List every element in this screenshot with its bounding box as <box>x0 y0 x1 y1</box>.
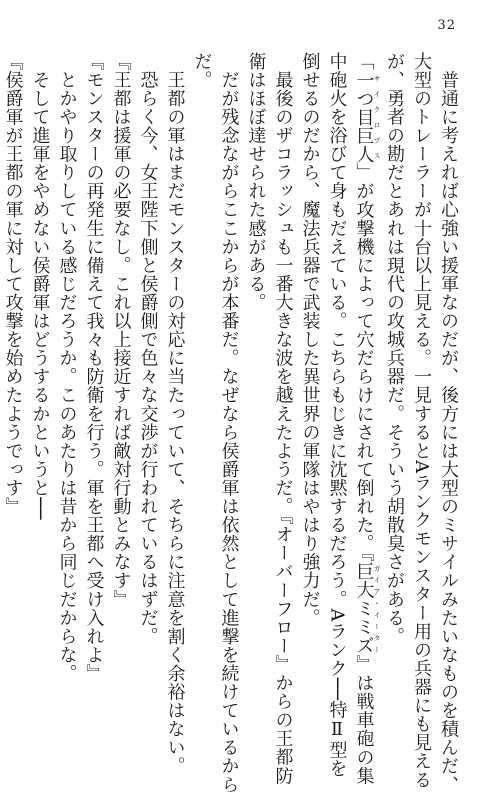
text-line: 普通に考えれば心強い援軍なのだが、後方には大型のミサイルみたいなものを積んだ、 <box>438 52 459 794</box>
text-line: 『王都は援軍の必要なし。これ以上接近すれば敵対行動とみなす』 <box>110 52 132 609</box>
text-line: 『侯爵軍が王都の軍に対して攻撃を始めたようでっす』 <box>2 52 24 516</box>
text-line: 『モンスターの再発生に備えて我々も防衛を行う。軍を王都へ受け入れよ』 <box>83 52 105 683</box>
text-line: だが残念ながらここからが本番だ。なぜなら侯爵軍は依然として進撃を続けているから <box>218 52 240 794</box>
ruby-annotation: 一つ目巨人サイクロプス <box>353 70 381 164</box>
text-line: とかやり取りしている感じだろうか。このあたりは昔から同じだからな。 <box>56 52 78 683</box>
page-number: 32 <box>437 18 456 33</box>
ruby-annotation: 巨大ミミズガイア・イーター <box>353 562 381 656</box>
text-line: 倒せるのだから、魔法兵器で武装した異世界の軍隊はやはり強力だ。 <box>299 52 321 628</box>
text-line: 「一つ目巨人サイクロプス」が攻撃機によって穴だらけにされて倒れた。『巨大ミミズガイア・イーター』は戦車砲の集 <box>353 52 381 786</box>
text-line: だ。 <box>191 52 213 90</box>
text-line: 中砲火を浴びて身もだえている。こちらもじきに沈黙するだろう。Aランク──特Ⅱ型を <box>326 52 348 778</box>
text-line: そして進軍をやめない侯爵軍はどうするかというと── <box>29 52 51 520</box>
body-text <box>2 52 462 794</box>
text-line: 最後のザコラッシュも一番大きな波を越えたようだ。『オーバーフロー』からの王都防 <box>272 52 294 785</box>
text-line: が、勇者の勘だとあれは現代の攻城兵器だ。そういう胡散臭さがある。 <box>384 52 405 646</box>
text-line: 大型のトレーラーが十台以上見える。一見するとAランクモンスター用の兵器にも見える <box>411 52 432 789</box>
text-line: 王都の軍はまだモンスターの対応に当たっていて、そちらに注意を割く余裕はない。 <box>164 52 186 776</box>
text-line: 恐らく今、女王陛下側と侯爵側で色々な交渉が行われているはずだ。 <box>137 52 159 646</box>
text-line: 衛はほぼ達せられた感がある。 <box>245 52 267 312</box>
